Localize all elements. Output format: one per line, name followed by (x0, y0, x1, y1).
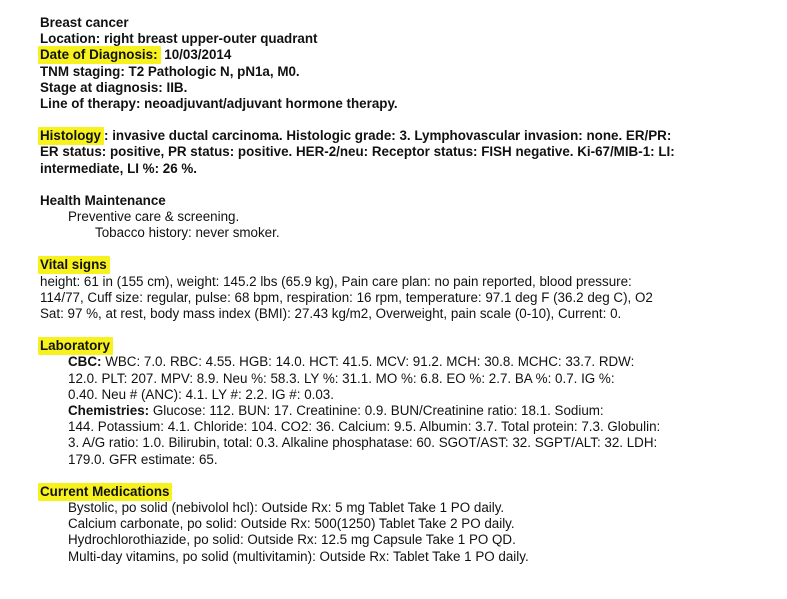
vital-signs-heading (40, 257, 780, 273)
laboratory-label: Laboratory (38, 337, 113, 355)
medication-item: Multi-day vitamins, po solid (multivitamin): Outside Rx: Tablet Take 1 PO daily. (68, 548, 529, 564)
medications-heading (40, 484, 780, 500)
cbc-text-1: WBC: 7.0. RBC: 4.55. HGB: 14.0. HCT: 41.5. MCV: 91.2. MCH: 30.8. MCHC: 33.7. RDW: (101, 354, 635, 370)
medication-item: Bystolic, po solid (nebivolol hcl): Outside Rx: 5 mg Tablet Take 1 PO daily. (68, 500, 505, 516)
histology-line-2: ER status: positive, PR status: positive. HER-2/neu: Receptor status: FISH negative. Ki-67/MIB-1: LI: (40, 144, 675, 160)
histology-line-1 (40, 128, 780, 144)
chemistries-label: Chemistries: (68, 403, 150, 419)
diagnosis-title: Breast cancer (40, 15, 129, 30)
medication-item: Hydrochlorothiazide, po solid: Outside Rx: 12.5 mg Capsule Take 1 PO QD. (68, 532, 516, 548)
preventive-care: Preventive care & screening. (68, 209, 240, 225)
histology-text-1: : invasive ductal carcinoma. Histologic grade: 3. Lymphovascular invasion: none. ER/PR: (104, 128, 672, 144)
vitals-line-3: Sat: 97 %, at rest, body mass index (BMI): 27.43 kg/m2, Overweight, pain scale (0-10), Current: 0. (40, 306, 622, 322)
vital-signs-label: Vital signs (38, 256, 110, 274)
cbc-line-2: 12.0. PLT: 207. MPV: 8.9. Neu %: 58.3. LY %: 31.1. MO %: 6.8. EO %: 2.7. BA %: 0.7. IG %: (68, 370, 615, 386)
medications-label: Current Medications (38, 483, 172, 501)
histology-line-3: intermediate, LI %: 26 %. (40, 160, 198, 176)
chemistries-line-2: 144. Potassium: 4.1. Chloride: 104. CO2: 36. Calcium: 9.5. Albumin: 3.7. Total protein: 7.3. Globulin: (68, 419, 661, 435)
diagnosis-date-value: 10/03/2014 (160, 47, 232, 63)
cbc-line-1 (40, 354, 780, 370)
vitals-line-2: 114/77, Cuff size: regular, pulse: 68 bpm, respiration: 16 rpm, temperature: 97.1 deg F (36.2 deg C), O2 (40, 289, 653, 305)
histology-label: Histology (38, 127, 104, 145)
chemistries-line-1 (40, 403, 780, 419)
chemistries-line-3: 3. A/G ratio: 1.0. Bilirubin, total: 0.3. Alkaline phosphatase: 60. SGOT/AST: 32. SGPT/ALT: 32. LDH: (68, 435, 658, 451)
diagnosis-date (40, 47, 780, 63)
tnm-staging: TNM staging: T2 Pathologic N, pN1a, M0. (40, 63, 300, 79)
tobacco-history: Tobacco history: never smoker. (95, 225, 280, 241)
laboratory-heading (40, 338, 780, 354)
medical-record-document (40, 15, 780, 565)
tumor-location: Location: right breast upper-outer quadrant (40, 31, 318, 47)
cbc-line-3: 0.40. Neu # (ANC): 4.1. LY #: 2.2. IG #: 0.03. (68, 386, 334, 402)
health-maintenance-heading: Health Maintenance (40, 192, 166, 208)
stage-at-diagnosis: Stage at diagnosis: IIB. (40, 79, 188, 95)
chemistries-line-4: 179.0. GFR estimate: 65. (68, 451, 218, 467)
cbc-label: CBC: (68, 354, 102, 370)
line-of-therapy: Line of therapy: neoadjuvant/adjuvant hormone therapy. (40, 96, 398, 112)
medication-item: Calcium carbonate, po solid: Outside Rx: 500(1250) Tablet Take 2 PO daily. (68, 516, 515, 532)
vitals-line-1: height: 61 in (155 cm), weight: 145.2 lbs (65.9 kg), Pain care plan: no pain reported, blood pressure: (40, 273, 632, 289)
diagnosis-date-label: Date of Diagnosis: (38, 46, 161, 64)
chemistries-text-1: Glucose: 112. BUN: 17. Creatinine: 0.9. BUN/Creatinine ratio: 18.1. Sodium: (149, 403, 604, 419)
